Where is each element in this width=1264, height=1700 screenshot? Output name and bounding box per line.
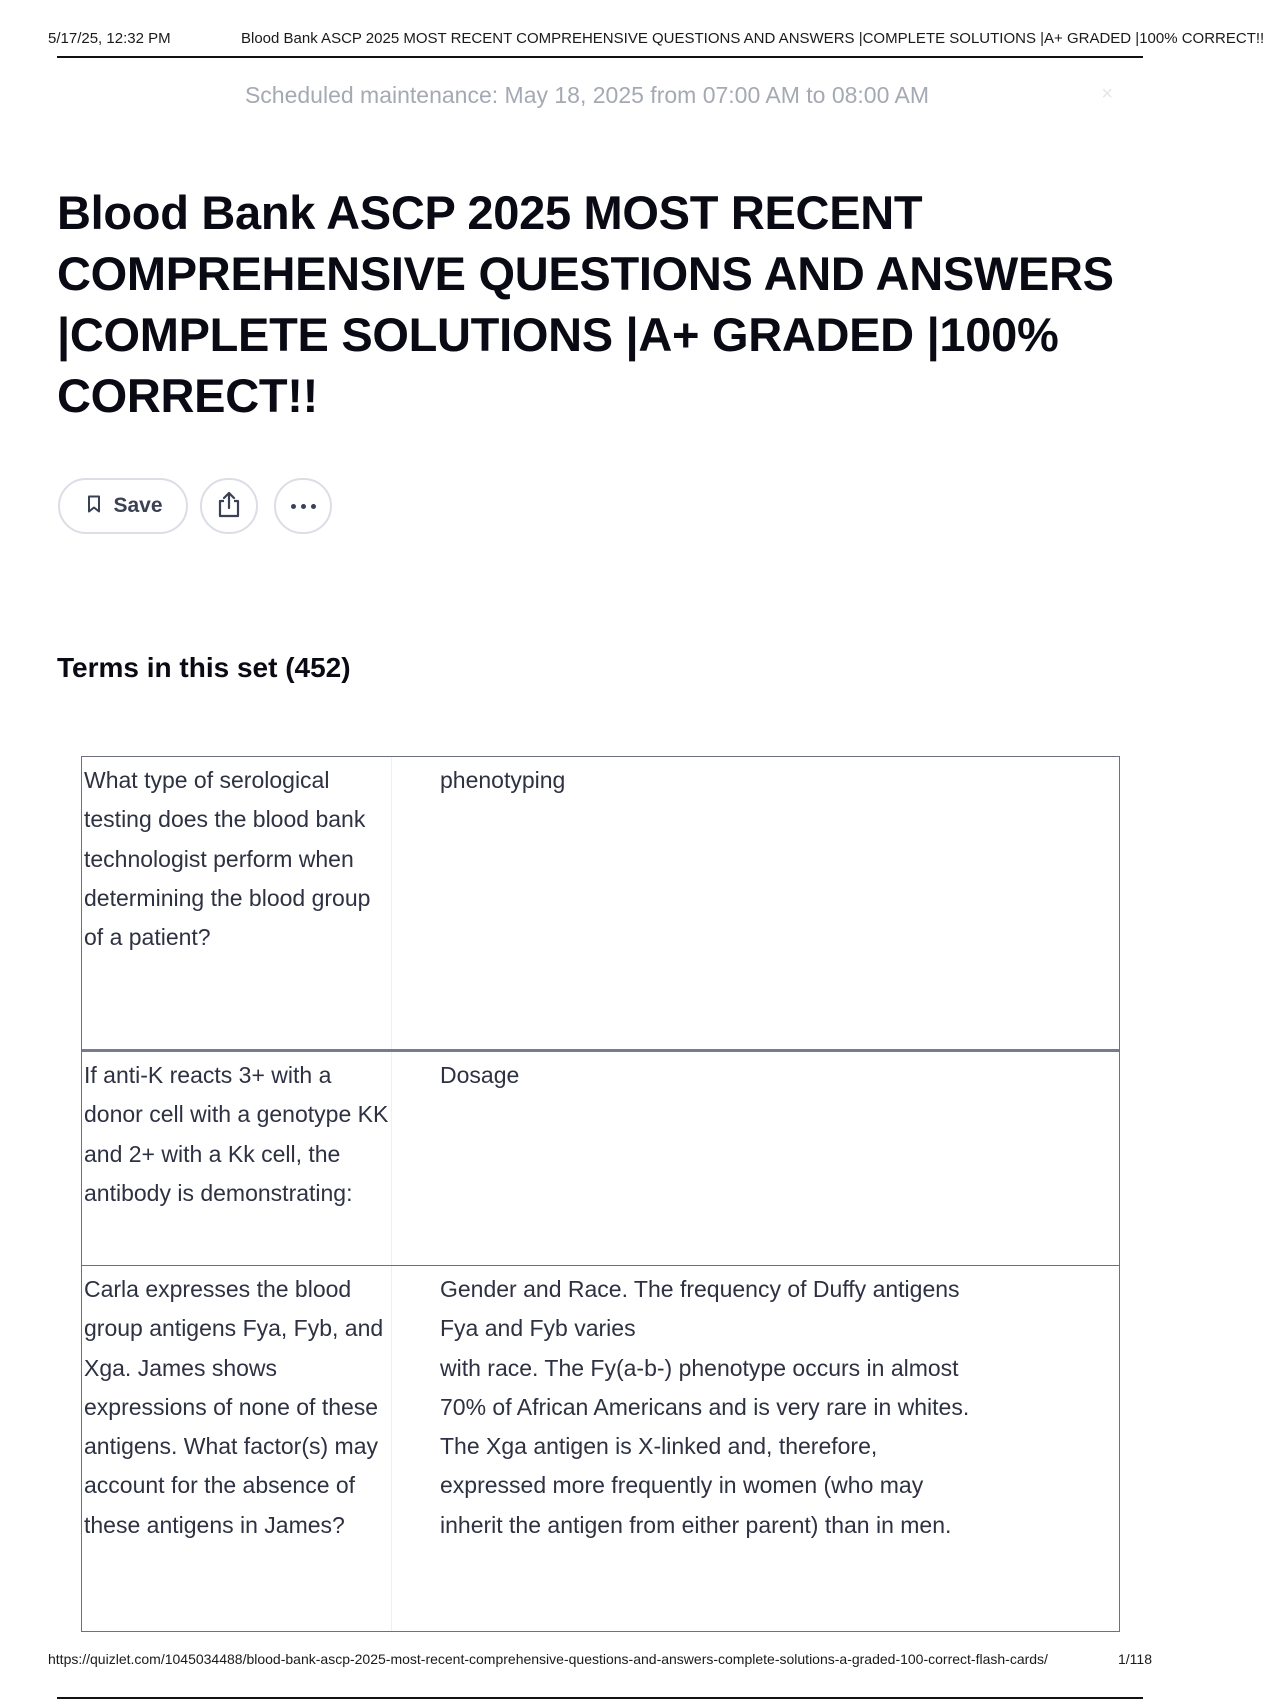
page-url: https://quizlet.com/1045034488/blood-bank-ascp-2025-most-recent-comprehensive-questions-and-answers-complete-solutions-a-graded-100-correct-flash-cards/	[48, 1651, 1048, 1667]
print-doc-title: Blood Bank ASCP 2025 MOST RECENT COMPREHENSIVE QUESTIONS AND ANSWERS |COMPLETE SOLUTIONS |A+ GRADED |100% CORRECT!!	[241, 30, 1264, 47]
print-footer	[48, 1651, 1152, 1673]
definition-line: inherit the antigen from either parent) than in men.	[440, 1511, 952, 1538]
page-title: Blood Bank ASCP 2025 MOST RECENT COMPREHENSIVE QUESTIONS AND ANSWERS |COMPLETE SOLUTIONS |A+ GRADED |100% CORRECT!!	[57, 186, 1114, 422]
share-button[interactable]	[200, 478, 258, 534]
term-text: Carla expresses the blood group antigens Fya, Fyb, and Xga. James shows expressions of none of these antigens. What factor(s) may account for the absence of these antigens in James?	[82, 1266, 392, 1631]
terms-table	[81, 756, 1120, 1632]
more-icon	[291, 504, 316, 509]
definition-text	[392, 757, 1119, 1049]
print-header	[48, 28, 1264, 52]
maintenance-message: Scheduled maintenance: May 18, 2025 from 07:00 AM to 08:00 AM	[244, 82, 930, 108]
save-label: Save	[113, 494, 163, 517]
save-button[interactable]	[58, 478, 188, 534]
definition-text	[392, 1052, 1119, 1265]
definition-line: expressed more frequently in women (who may	[440, 1472, 924, 1499]
term-text: What type of serological testing does the blood bank technologist perform when determining the blood group of a patient?	[82, 757, 392, 1049]
definition-line: The Xga antigen is X-linked and, therefore,	[440, 1433, 878, 1460]
term-row[interactable]	[82, 1265, 1119, 1631]
share-icon	[216, 490, 242, 523]
print-datetime: 5/17/25, 12:32 PM	[48, 30, 171, 47]
maintenance-banner	[57, 80, 1143, 112]
definition-line: Fya and Fyb varies	[440, 1315, 636, 1342]
footer-divider	[57, 1697, 1143, 1699]
definition-text	[392, 1266, 1119, 1631]
term-text: If anti-K reacts 3+ with a donor cell with a genotype KK and 2+ with a Kk cell, the antibody is demonstrating:	[82, 1052, 392, 1265]
definition-line: phenotyping	[440, 767, 566, 793]
header-divider	[57, 56, 1143, 58]
more-options-button[interactable]	[274, 478, 332, 534]
bookmark-icon	[87, 495, 101, 518]
definition-line: Gender and Race. The frequency of Duffy antigens	[440, 1276, 960, 1302]
term-row[interactable]	[82, 757, 1119, 1049]
definition-line: Dosage	[440, 1062, 520, 1088]
page-number: 1/118	[1118, 1651, 1152, 1667]
terms-heading: Terms in this set (452)	[57, 652, 351, 683]
definition-line: 70% of African Americans and is very rare in whites.	[440, 1393, 970, 1420]
term-row[interactable]	[82, 1049, 1119, 1265]
close-icon[interactable]: ×	[1101, 83, 1113, 105]
definition-line: with race. The Fy(a-b-) phenotype occurs in almost	[440, 1354, 959, 1381]
